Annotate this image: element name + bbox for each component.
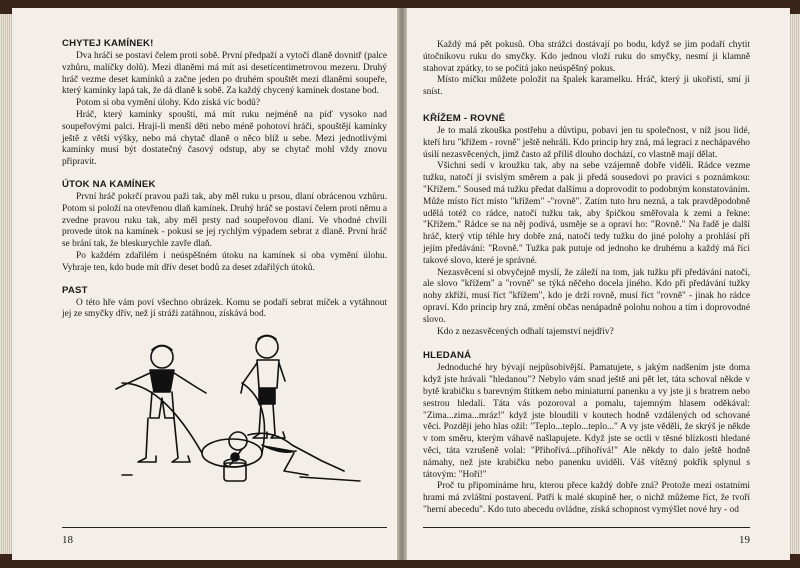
paragraph: Je to malá zkouška postřehu a důvtipu, pobaví jen tu společnost, v níž jsou lidé, kteří hru "křížem - rovně" ještě nehráli. Kdo princip hry zná, má legraci z nechápavého úsilí nezasvěcených, jimž často až příliš dlouho dochází, co vlastně mají dělat.	[423, 125, 750, 160]
paragraph: Dva hráči se postaví čelem proti sobě. První předpaží a vytočí dlaně dovnitř (palce vzhůru, malíčky dolů). Mezi dlaněmi má mít asi desetícentimetrovou mezeru. Druhý hráč vezme deset kamínků a začne jeden po druhém spouštět mezi dlaněmi soupeře, který kamínky lapá tak, že dá dlaně k sobě. Za každý chycený kamínek dostane bod.	[62, 51, 387, 97]
paragraph: Všichni sedí v kroužku tak, aby na sebe vzájemně dobře viděli. Rádce vezme tužku, natočí ji svislým směrem a pak ji předá sousedovi po pravici s poznámkou: "Křížem." Soused má tužku předat dalšímu a doprovodit to podobným konstatováním. Může místo říct místo "křížem" -"rovně". Zatím tuto hru nezná, a tak pravděpodobně udělá totéž co rádce, natočí tužku tak, aby špičkou směřovala k zemi a řekne: "Křížem." Rádce se na něj podívá, usměje se a opraví ho: "Rovně." Na řadě je další hráč, který vtip téhle hry dobře zná, natočí tedy tužku do jiné polohy a prohlásí při jejím předávání: "Rovně." Tužka pak putuje od jednoho ke druhému a každý má říci takové slovo, které je správné.	[423, 161, 750, 266]
right-page-edges	[790, 14, 800, 554]
section-title-utok: ÚTOK NA KAMÍNEK	[62, 178, 156, 190]
page-number-left: 18	[62, 534, 73, 546]
illustration-past-game	[62, 325, 387, 495]
paragraph: Po každém zdařilém i neúspěšném útoku na kamínek si oba vymění úlohu. Vyhraje ten, kdo bude mít dřív deset bodů za deset zdařilých útoků.	[62, 250, 387, 273]
section-title-past: PAST	[62, 284, 88, 296]
section-title-krizem: KŘÍŽEM - ROVNĚ	[423, 112, 506, 124]
left-page-edges	[0, 14, 12, 554]
footer-rule	[423, 527, 750, 528]
children-game-drawing	[62, 325, 382, 495]
paragraph: Hráč, který kamínky spouští, má mít ruku nejméně na píď vysoko nad soupeřovými palci. Hrají-li menší děti nebo méně pohotoví hráči, spouštějí kamínky ještě z větší výšky, nebo má chytač dlaně o něco blíž u sebe. Mezi jednotlivými kamínky musí být dostatečný časový odstup, aby se chytač mohl vždy znovu připravit.	[62, 109, 387, 168]
paragraph: Proč tu připomínáme hru, kterou přece každý dobře zná? Protože mezi ostatními hrami má zvláštní postavení. Patří k malé skupině her, o nichž můžeme říct, že tvoří "herní abecedu". Kdo tuto abecedu ovládne, získá schopnost vymýšlet nové hry - od	[423, 481, 750, 515]
paragraph: Každý má pět pokusů. Oba strážci dostávají po bodu, když se jim podaří chytit útočníkovu ruku do smyčky. Kdo jednou vloží ruku do smyčky, nesmí ji klamně stahovat zpátky, to se počítá jako neúspěšný pokus.	[423, 40, 750, 74]
paragraph: Nezasvěcení si obvyčejně myslí, že záleží na tom, jak tužku při předávání natočí, ale slovo "křížem" a "rovně" se týká něčeho docela jiného. Kdo při předávání tužky nohy zkříží, musí říct "křížem", kdo je drží rovně, musí říct "rovně" - jinak ho rádce opraví. Kdo princip hry zná, změní občas nenápadně polohu nohou a tím i doprovodné slovo.	[423, 267, 750, 325]
paragraph: Místo míčku můžete položit na špalek karamelku. Hráč, který ji ukořistí, smí ji sníst.	[423, 75, 750, 98]
section-title-hledana: HLEDANÁ	[423, 350, 472, 362]
paragraph: Potom si oba vymění úlohy. Kdo získá víc bodů?	[76, 98, 261, 109]
left-page	[12, 8, 397, 560]
paragraph: Kdo z nezasvěcených odhalí tajemství nejdřív?	[437, 326, 614, 337]
paragraph: O této hře vám poví všechno obrázek. Komu se podaří sebrat míček a vytáhnout jej ze smyčky dřív, než jí stráži zatáhnou, získává bod.	[62, 297, 387, 320]
paragraph: Jednoduché hry bývají nejpůsobivější. Pamatujete, s jakým nadšením jste doma když jste hrávali "hledanou"? Nebylo vám snad ještě ani pět let, táta schoval někde v bytě krabičku s barevným štítkem nebo miniaturní panenku a vy jste ji s bratrem nebo sestrou hledali. Táta vás pozoroval a pomalu, tajemným hlasem oděkával: "Zima...zima...mráz!" když jste bloudili v koutech hodně vzdálených od schované věci. Později jeho hlas ožil: "Teplo...teplo...teplo..." A vy jste věděli, že skrýš je někde v tom směru, kterým váhavě našlapujete. Když jste se octli v těsné blízkosti hledané věci, táta vzrušeně volal: "Přihořívá...přihořívá!" Ale někdy to dalo ještě hodně námahy, než jste krabičku nebo panenku uviděli. Váš vítězný pokřik splynul s tátovým: "Hoří!"	[423, 363, 750, 480]
section-title-chytej: CHYTEJ KAMÍNEK!	[62, 38, 154, 49]
right-page	[407, 8, 790, 560]
page-number-right: 19	[739, 534, 750, 546]
paragraph: První hráč pokrčí pravou paži tak, aby měl ruku u prsou, dlaní obrácenou vzhůru. Potom si položí na otevřenou dlaň kamínek. Druhý hráč se postaví čelem proti němu a zvedne pravou ruku tak, aby měl prsty nad soupeřovou dlaní. Ve vhodné chvíli provede útok na kamínek - pokusí se jej rychlým výpadem sebrat z dlaně. První hráč se brání tak, že bleskurychle zavře dlaň.	[62, 191, 387, 250]
footer-rule	[62, 527, 387, 528]
book-gutter	[397, 8, 407, 560]
